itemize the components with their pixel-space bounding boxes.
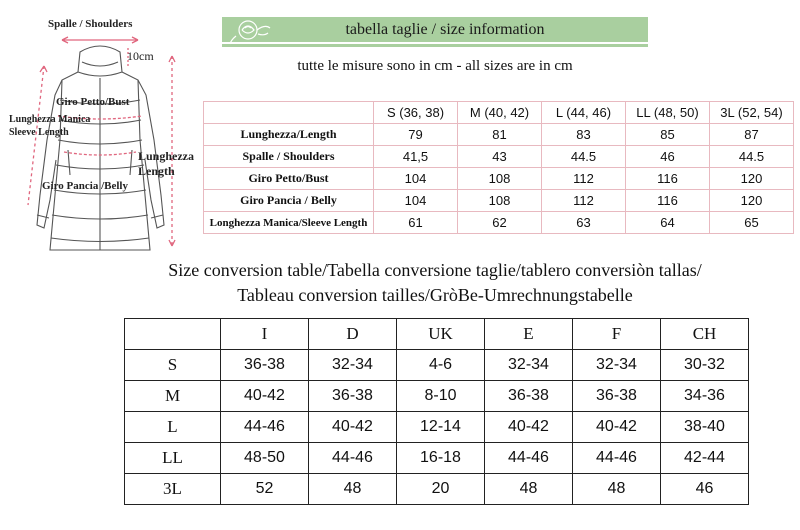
cell: 44-46 (485, 443, 573, 474)
cell: 64 (626, 212, 710, 234)
cell: 32-34 (309, 350, 397, 381)
cell: 32-34 (573, 350, 661, 381)
table-row (125, 474, 749, 505)
country-header: CH (661, 319, 749, 350)
size-header: 3L (52, 54) (710, 102, 794, 124)
cell: 104 (374, 168, 458, 190)
row-label: Lunghezza/Length (204, 124, 374, 146)
table-row (125, 412, 749, 443)
cell: 16-18 (397, 443, 485, 474)
size-header: M (40, 42) (458, 102, 542, 124)
cell: 36-38 (573, 381, 661, 412)
table-row (125, 443, 749, 474)
cell: 116 (626, 190, 710, 212)
row-label: Longhezza Manica/Sleeve Length (204, 212, 374, 234)
cell: 63 (542, 212, 626, 234)
row-label: 3L (125, 474, 221, 505)
country-header: UK (397, 319, 485, 350)
cell: 46 (661, 474, 749, 505)
cell: 40-42 (485, 412, 573, 443)
cell: 104 (374, 190, 458, 212)
row-label: Spalle / Shoulders (204, 146, 374, 168)
cell: 48 (573, 474, 661, 505)
cell: 36-38 (309, 381, 397, 412)
cell: 108 (458, 190, 542, 212)
cell: 44.5 (710, 146, 794, 168)
cell: 61 (374, 212, 458, 234)
conversion-title-line-2: Tableau conversion tailles/GròBe-Umrechnungstabelle (237, 285, 633, 305)
row-label: Giro Petto/Bust (204, 168, 374, 190)
cell: 120 (710, 190, 794, 212)
sleeve-label-2: Sleeve Length (9, 127, 69, 138)
table-row (125, 350, 749, 381)
conversion-title (90, 258, 780, 308)
header-corner (204, 102, 374, 124)
cell: 85 (626, 124, 710, 146)
row-label: S (125, 350, 221, 381)
cell: 44-46 (573, 443, 661, 474)
cell: 41,5 (374, 146, 458, 168)
length-label-2: Length (138, 164, 175, 178)
cell: 36-38 (485, 381, 573, 412)
bust-label: Giro Petto/Bust (56, 96, 130, 108)
cell: 32-34 (485, 350, 573, 381)
cell: 120 (710, 168, 794, 190)
sleeve-label-1: Lunghezza Manica (9, 114, 91, 125)
country-header: I (221, 319, 309, 350)
cell: 40-42 (309, 412, 397, 443)
table-row (204, 212, 794, 234)
cell: 36-38 (221, 350, 309, 381)
size-conversion-table (124, 318, 749, 505)
row-label: LL (125, 443, 221, 474)
cell: 87 (710, 124, 794, 146)
country-header: E (485, 319, 573, 350)
cell: 48 (485, 474, 573, 505)
table-row (204, 124, 794, 146)
size-header: L (44, 46) (542, 102, 626, 124)
cell: 44.5 (542, 146, 626, 168)
banner-title: tabella taglie / size information (345, 21, 545, 38)
cell: 40-42 (221, 381, 309, 412)
coat-measurement-figure (0, 0, 205, 260)
cell: 20 (397, 474, 485, 505)
row-label: Giro Pancia / Belly (204, 190, 374, 212)
cell: 112 (542, 190, 626, 212)
cell: 65 (710, 212, 794, 234)
cell: 52 (221, 474, 309, 505)
size-header: LL (48, 50) (626, 102, 710, 124)
table-row (204, 168, 794, 190)
cell: 116 (626, 168, 710, 190)
row-label: L (125, 412, 221, 443)
table-header-row (125, 319, 749, 350)
belly-label: Giro Pancia /Belly (42, 180, 128, 192)
header-corner (125, 319, 221, 350)
length-label-1: Lunghezza (138, 149, 195, 163)
conversion-title-line-1: Size conversion table/Tabella conversione taglie/tablero conversiòn tallas/ (168, 260, 702, 280)
cell: 43 (458, 146, 542, 168)
cell: 4-6 (397, 350, 485, 381)
cell: 42-44 (661, 443, 749, 474)
units-note: tutte le misure sono in cm - all sizes are in cm (297, 58, 573, 74)
country-header: F (573, 319, 661, 350)
banner-stripe (222, 44, 648, 47)
cell: 12-14 (397, 412, 485, 443)
table-row (204, 190, 794, 212)
table-row (204, 146, 794, 168)
cell: 108 (458, 168, 542, 190)
table-header-row (204, 102, 794, 124)
cell: 62 (458, 212, 542, 234)
country-header: D (309, 319, 397, 350)
size-measurement-table (203, 101, 794, 234)
cell: 44-46 (221, 412, 309, 443)
cell: 8-10 (397, 381, 485, 412)
cell: 30-32 (661, 350, 749, 381)
cell: 34-36 (661, 381, 749, 412)
table-row (125, 381, 749, 412)
size-header: S (36, 38) (374, 102, 458, 124)
cell: 48 (309, 474, 397, 505)
shoulders-label: Spalle / Shoulders (48, 18, 133, 30)
cell: 48-50 (221, 443, 309, 474)
cell: 81 (458, 124, 542, 146)
collar-label: 10cm (127, 49, 154, 63)
cell: 83 (542, 124, 626, 146)
cell: 79 (374, 124, 458, 146)
cell: 40-42 (573, 412, 661, 443)
cell: 44-46 (309, 443, 397, 474)
cell: 46 (626, 146, 710, 168)
cell: 38-40 (661, 412, 749, 443)
cell: 112 (542, 168, 626, 190)
row-label: M (125, 381, 221, 412)
